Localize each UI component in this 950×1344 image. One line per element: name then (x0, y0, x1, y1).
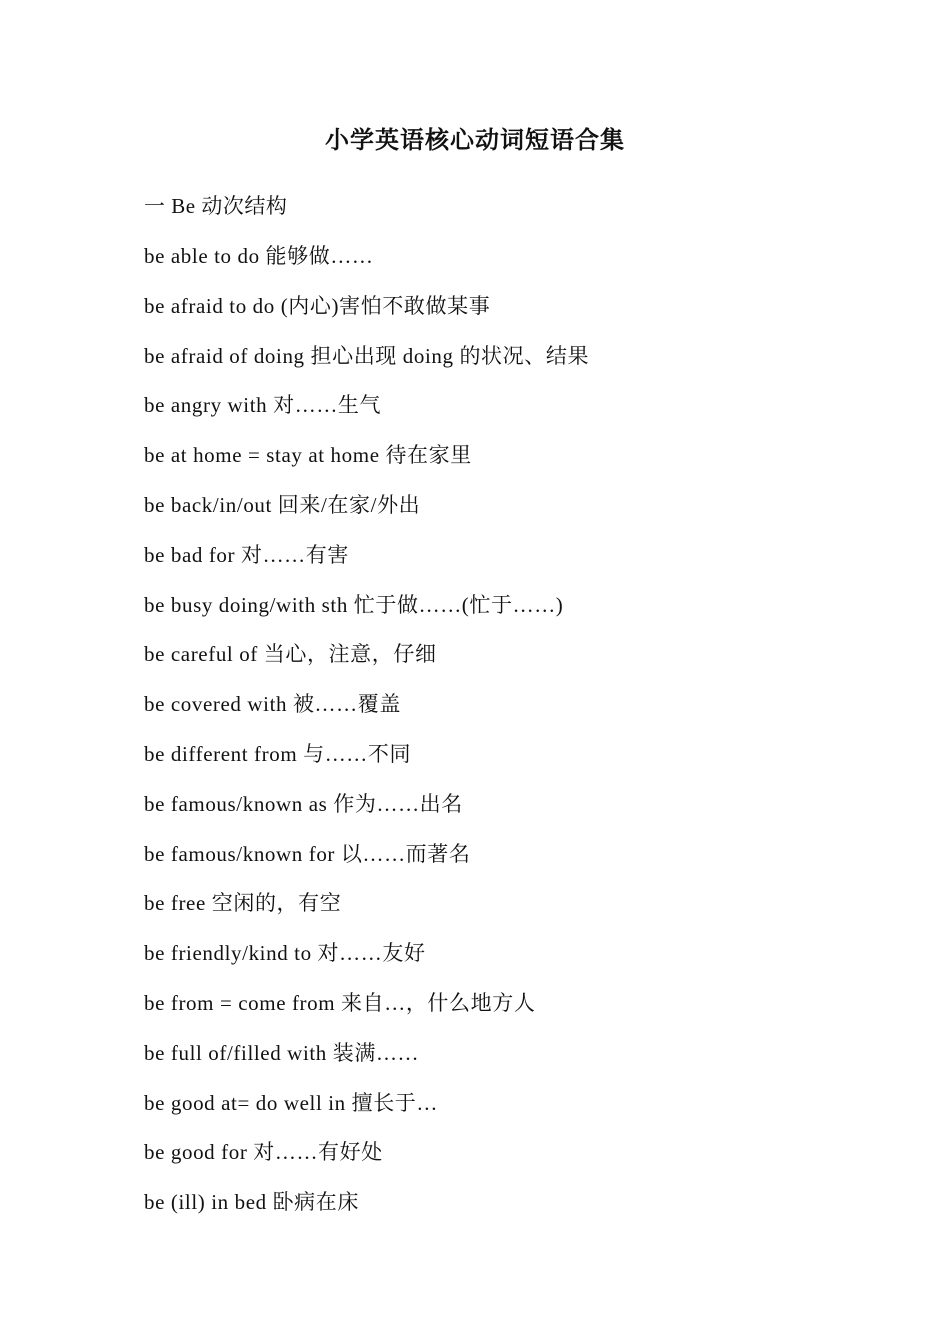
phrase-item: be back/in/out 回来/在家/外出 (144, 492, 421, 517)
phrase-item: be at home = stay at home 待在家里 (144, 443, 472, 468)
phrase-item: be angry with 对……生气 (144, 393, 382, 418)
phrase-item: be free 空闲的，有空 (144, 891, 342, 916)
phrase-item: be full of/filled with 装满…… (144, 1040, 420, 1065)
phrase-item: be afraid of doing 担心出现 doing 的状况、结果 (144, 343, 590, 368)
phrase-item: be busy doing/with sth 忙于做……(忙于……) (144, 592, 564, 617)
phrase-item: be covered with 被……覆盖 (144, 692, 401, 717)
phrase-item: be famous/known for 以……而著名 (144, 841, 471, 866)
phrase-item: be good at= do well in 擅长于… (144, 1090, 439, 1115)
phrase-item: be afraid to do (内心)害怕不敢做某事 (144, 293, 491, 318)
phrase-item: be friendly/kind to 对……友好 (144, 941, 426, 966)
section-heading: 一 Be 动次结构 (144, 194, 288, 218)
phrase-item: be (ill) in bed 卧病在床 (144, 1190, 359, 1215)
phrase-item: be different from 与……不同 (144, 741, 412, 766)
phrase-item: be famous/known as 作为……出名 (144, 791, 463, 816)
phrase-item: be from = come from 来自…，什么地方人 (144, 990, 536, 1015)
phrase-item: be careful of 当心，注意，仔细 (144, 642, 437, 667)
phrase-item: be bad for 对……有害 (144, 542, 349, 567)
document-title: 小学英语核心动词短语合集 (325, 126, 625, 154)
phrase-item: be able to do 能够做…… (144, 244, 374, 268)
phrase-item: be good for 对……有好处 (144, 1140, 383, 1165)
phrase-list (144, 241, 904, 1237)
